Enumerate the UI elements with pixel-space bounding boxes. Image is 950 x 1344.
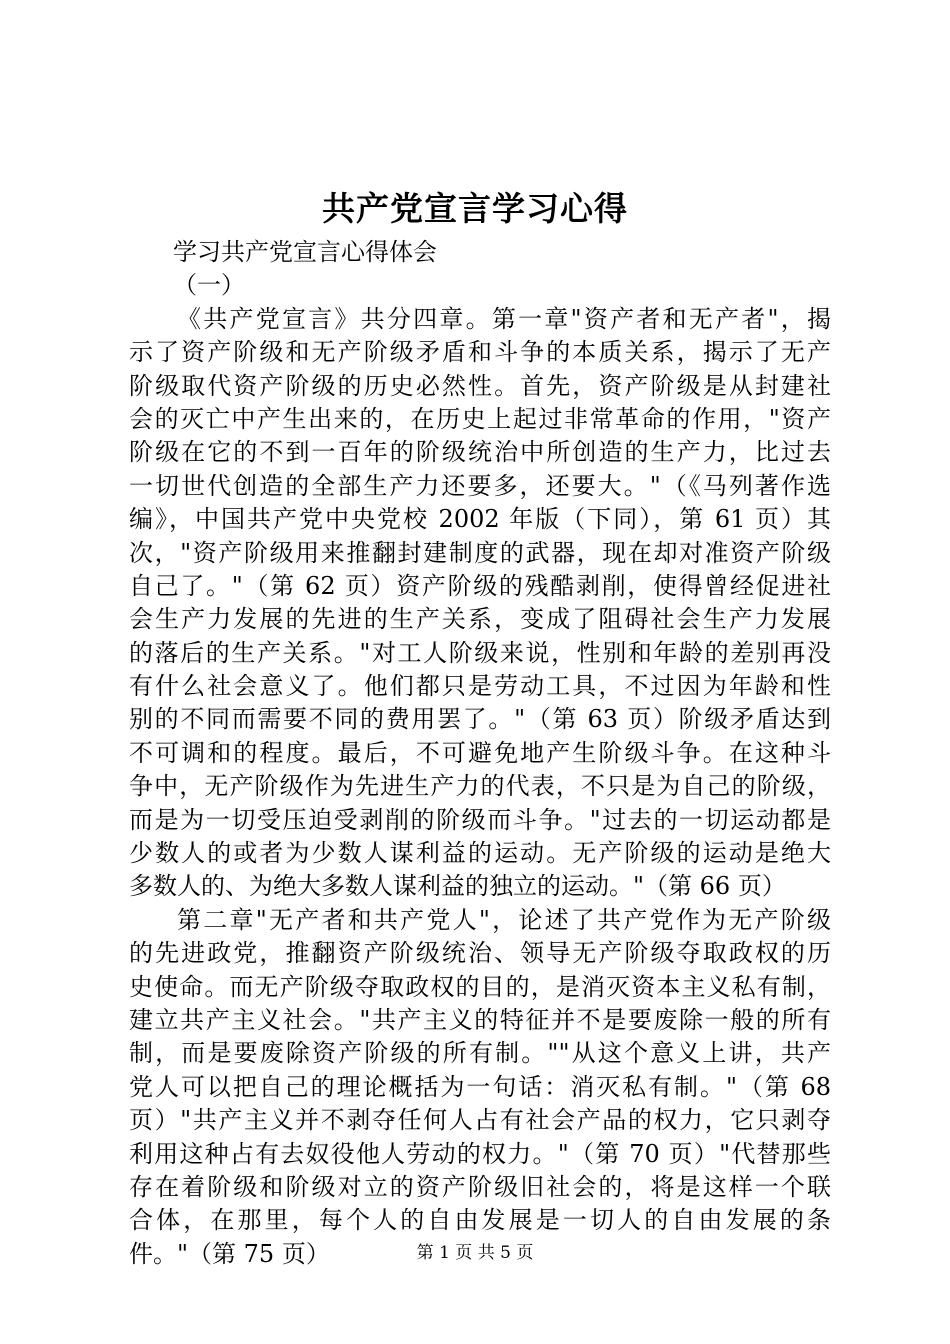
page-title: 共产党宣言学习心得 xyxy=(322,189,628,228)
paragraph-line: 争中，无产阶级作为先进生产力的代表，不只是为自己的阶级， xyxy=(129,772,831,801)
paragraph-line: 第二章"无产者和共产党人"，论述了共产党作为无产阶级 xyxy=(177,905,831,934)
paragraph-line: 件。"（第 75 页） xyxy=(129,1239,330,1268)
paragraph-line: 史使命。而无产阶级夺取政权的目的，是消灭资本主义私有制， xyxy=(129,972,831,1001)
paragraph-line: 示了资产阶级和无产阶级矛盾和斗争的本质关系，揭示了无产 xyxy=(129,338,831,367)
paragraph-line: 合体，在那里，每个人的自由发展是一切人的自由发展的条 xyxy=(129,1206,831,1235)
paragraph-line: 而是为一切受压迫受剥削的阶级而斗争。"过去的一切运动都是 xyxy=(129,805,831,834)
paragraph-line: 不可调和的程度。最后，不可避免地产生阶级斗争。在这种斗 xyxy=(129,738,831,767)
paragraph-line: 制，而是要废除资产阶级的所有制。""从这个意义上讲，共产 xyxy=(129,1039,831,1068)
page-number-footer: 第 1 页 共 5 页 xyxy=(416,1243,534,1263)
paragraph-line: 别的不同而需要不同的费用罢了。"（第 63 页）阶级矛盾达到 xyxy=(129,705,831,734)
paragraph-line: 存在着阶级和阶级对立的资产阶级旧社会的，将是这样一个联 xyxy=(129,1172,831,1201)
paragraph-line: 次，"资产阶级用来推翻封建制度的武器，现在却对准资产阶级 xyxy=(129,538,831,567)
paragraph-line: 编》，中国共产党中央党校 2002 年版（下同），第 61 页）其 xyxy=(129,505,831,534)
paragraph-line: 阶级在它的不到一百年的阶级统治中所创造的生产力，比过去 xyxy=(129,438,831,467)
paragraph-line: 少数人的或者为少数人谋利益的运动。无产阶级的运动是绝大 xyxy=(129,839,831,868)
section-number: （一） xyxy=(173,271,245,300)
paragraph-line: 一切世代创造的全部生产力还要多，还要大。"（《马列著作选 xyxy=(129,471,831,500)
paragraph-line: 会的灭亡中产生出来的，在历史上起过非常革命的作用，"资产 xyxy=(129,404,831,433)
paragraph-line: 阶级取代资产阶级的历史必然性。首先，资产阶级是从封建社 xyxy=(129,371,831,400)
subtitle: 学习共产党宣言心得体会 xyxy=(173,238,437,266)
paragraph-line: 自己了。"（第 62 页）资产阶级的残酷剥削，使得曾经促进社 xyxy=(129,571,831,600)
paragraph-line: 利用这种占有去奴役他人劳动的权力。"（第 70 页）"代替那些 xyxy=(129,1139,831,1168)
paragraph-line: 党人可以把自己的理论概括为一句话：消灭私有制。"（第 68 xyxy=(129,1072,831,1101)
document-body xyxy=(129,236,831,1271)
paragraph-line: 有什么社会意义了。他们都只是劳动工具，不过因为年龄和性 xyxy=(129,672,831,701)
paragraph-line: 多数人的、为绝大多数人谋利益的独立的运动。"（第 66 页） xyxy=(129,872,786,901)
paragraph-line: 《共产党宣言》共分四章。第一章"资产者和无产者"，揭 xyxy=(177,304,831,333)
paragraph-line: 会生产力发展的先进的生产关系，变成了阻碍社会生产力发展 xyxy=(129,605,831,634)
paragraph-line: 建立共产主义社会。"共产主义的特征并不是要废除一般的所有 xyxy=(129,1005,831,1034)
paragraph-line: 页）"共产主义并不剥夺任何人占有社会产品的权力，它只剥夺 xyxy=(129,1106,831,1135)
paragraph-line: 的落后的生产关系。"对工人阶级来说，性别和年龄的差别再没 xyxy=(129,638,831,667)
paragraph-line: 的先进政党，推翻资产阶级统治、领导无产阶级夺取政权的历 xyxy=(129,939,831,968)
